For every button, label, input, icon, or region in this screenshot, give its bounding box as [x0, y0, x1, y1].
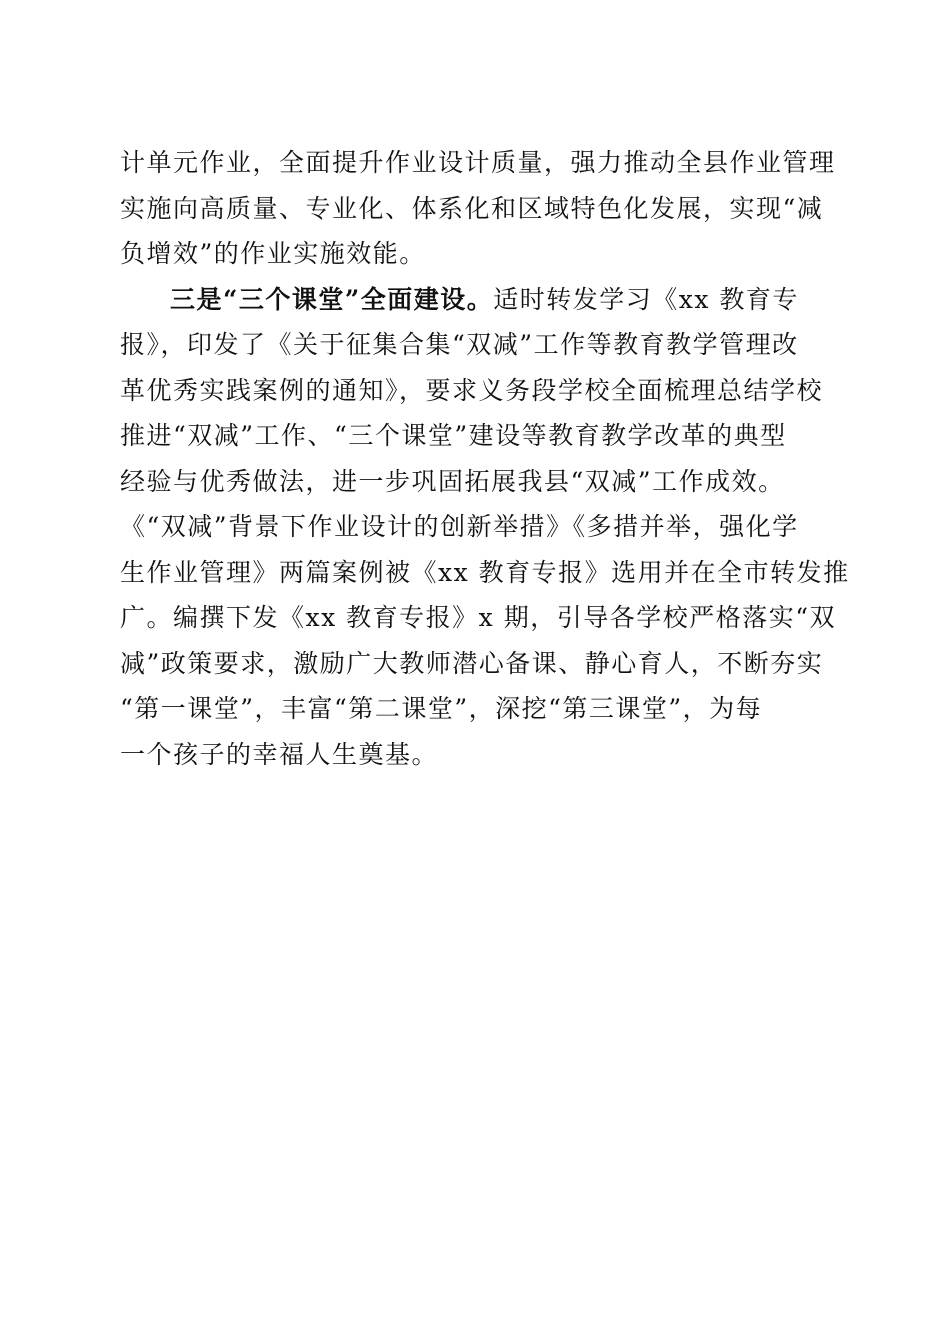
text-line: 经验与优秀做法，进一步巩固拓展我县“双减”工作成效。 [120, 466, 785, 496]
text-line: 推进“双减”工作、“三个课堂”建设等教育教学改革的典型 [120, 421, 787, 450]
text-line: 负增效”的作业实施效能。 [120, 239, 426, 268]
text-line: 生作业管理》两篇案例被《xx 教育专报》选用并在全市转发推 [120, 557, 850, 587]
text-line: 一个孩子的幸福人生奠基。 [120, 739, 439, 769]
text-line: 计单元作业，全面提升作业设计质量，强力推动全县作业管理 [120, 148, 836, 177]
document-body [120, 140, 850, 777]
text-line [120, 277, 830, 323]
text-line: 广。编撰下发《xx 教育专报》x 期，引导各学校严格落实“双 [120, 603, 836, 632]
text-line: 减”政策要求，激励广大教师潜心备课、静心育人，不断夯实 [120, 648, 824, 678]
text-line: 《“双减”背景下作业设计的创新举措》《多措并举，强化学 [120, 512, 799, 541]
paragraph-homework-design [120, 140, 836, 277]
paragraph-lead-heading: 三是“三个课堂”全面建设。 [170, 284, 494, 314]
text-line: 报》，印发了《关于征集合集“双减”工作等教育教学管理改 [120, 330, 799, 359]
paragraph-lead-rest: 适时转发学习《xx 教育专 [493, 284, 799, 314]
text-line: 实施向高质量、专业化、体系化和区域特色化发展，实现“减 [120, 193, 824, 223]
text-line: “第一课堂”，丰富“第二课堂”，深挖“第三课堂”，为每 [120, 694, 763, 723]
text-line: 革优秀实践案例的通知》，要求义务段学校全面梳理总结学校 [120, 375, 824, 405]
paragraph-three-classrooms [120, 277, 850, 778]
